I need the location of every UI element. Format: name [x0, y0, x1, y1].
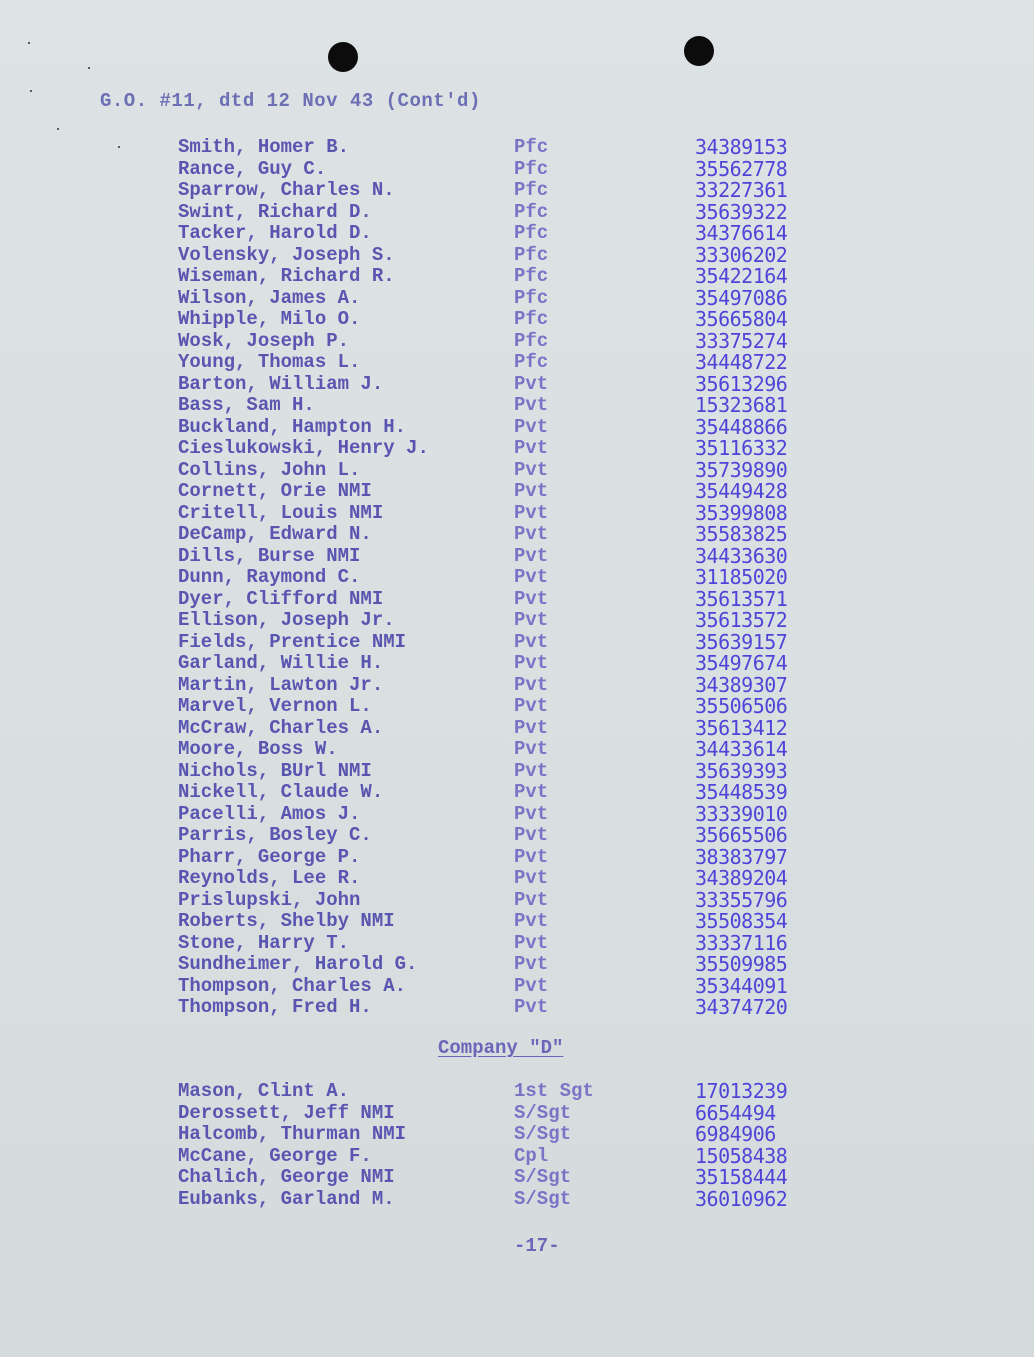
roster-name: Thompson, Fred H.: [178, 996, 372, 1018]
roster-name: Wiseman, Richard R.: [178, 265, 395, 287]
roster-name: Thompson, Charles A.: [178, 974, 407, 997]
roster-rank: Pvt: [514, 458, 549, 481]
roster-rank: Pvt: [514, 673, 549, 696]
roster-name: Martin, Lawton Jr.: [178, 673, 384, 696]
roster-name: Collins, John L.: [178, 458, 361, 481]
roster-rank: Pfc: [514, 308, 549, 330]
roster-serial: 35448539: [695, 780, 788, 804]
roster-serial: 31185020: [695, 565, 788, 589]
roster-name: Prislupski, John: [178, 888, 361, 911]
roster-name: Barton, William J.: [178, 372, 384, 395]
roster-serial: 33306202: [695, 242, 788, 267]
roster-serial: 33337116: [695, 930, 788, 955]
roster-serial: 35508354: [695, 909, 788, 933]
roster-name: Swint, Richard D.: [178, 200, 372, 223]
roster-name: Dyer, Clifford NMI: [178, 587, 384, 610]
roster-serial: 35583825: [695, 522, 788, 546]
roster-rank: S/Sgt: [514, 1123, 572, 1145]
roster-serial: 35344091: [695, 973, 788, 998]
roster-serial: 6984906: [695, 1122, 776, 1146]
roster-serial: 34389153: [695, 135, 788, 159]
roster-rank: Pvt: [514, 781, 549, 803]
roster-serial: 36010962: [695, 1186, 788, 1211]
roster-serial: 33375274: [695, 328, 788, 353]
paper-speck: [88, 67, 90, 69]
roster-name: Derossett, Jeff NMI: [178, 1101, 395, 1124]
roster-rank: Pfc: [514, 157, 549, 180]
roster-name: Halcomb, Thurman NMI: [178, 1123, 407, 1145]
roster-rank: Pfc: [514, 136, 549, 158]
roster-serial: 34433614: [695, 737, 788, 761]
roster-serial: 33339010: [695, 801, 788, 826]
roster-name: Critell, Louis NMI: [178, 501, 384, 524]
roster-serial: 35665506: [695, 823, 788, 847]
roster-serial: 35613571: [695, 586, 788, 611]
roster-rank: Pfc: [514, 265, 549, 287]
roster-rank: Cpl: [514, 1144, 549, 1167]
roster-serial: 35399808: [695, 500, 788, 525]
roster-name: Sundheimer, Harold G.: [178, 953, 418, 975]
roster-rank: Pfc: [514, 286, 549, 309]
roster-name: McCraw, Charles A.: [178, 716, 384, 739]
roster-rank: Pvt: [514, 501, 549, 524]
roster-rank: Pvt: [514, 480, 549, 502]
roster-name: Volensky, Joseph S.: [178, 243, 395, 266]
roster-rank: Pfc: [514, 329, 549, 352]
roster-rank: Pvt: [514, 695, 549, 717]
roster-serial: 35639322: [695, 199, 788, 224]
roster-serial: 15058438: [695, 1143, 788, 1168]
roster-serial: 35497674: [695, 651, 788, 675]
paper-speck: [57, 128, 59, 130]
company-heading: Company "D": [438, 1037, 564, 1059]
roster-rank: Pvt: [514, 566, 549, 588]
roster-rank: Pvt: [514, 910, 549, 932]
roster-serial: 35158444: [695, 1165, 788, 1189]
roster-rank: Pvt: [514, 738, 549, 760]
roster-name: Whipple, Milo O.: [178, 308, 361, 330]
roster-name: Fields, Prentice NMI: [178, 630, 407, 653]
roster-serial: 35613412: [695, 715, 788, 740]
roster-name: Reynolds, Lee R.: [178, 867, 361, 889]
roster-name: Tacker, Harold D.: [178, 222, 372, 244]
roster-name: Pacelli, Amos J.: [178, 802, 361, 825]
roster-serial: 35639157: [695, 629, 788, 654]
roster-rank: Pvt: [514, 394, 549, 416]
roster-serial: 34374720: [695, 995, 788, 1019]
roster-serial: 35613572: [695, 608, 788, 632]
roster-rank: Pvt: [514, 931, 549, 954]
roster-name: Marvel, Vernon L.: [178, 695, 372, 717]
roster-serial: 34376614: [695, 221, 788, 245]
roster-rank: Pfc: [514, 200, 549, 223]
roster-rank: Pvt: [514, 544, 549, 567]
order-header: G.O. #11, dtd 12 Nov 43 (Cont'd): [100, 90, 481, 112]
roster-rank: S/Sgt: [514, 1187, 572, 1210]
roster-serial: 35506506: [695, 694, 788, 718]
punch-hole-left: [328, 42, 358, 72]
punch-hole-right: [684, 36, 714, 66]
roster-name: Moore, Boss W.: [178, 738, 338, 760]
roster-rank: Pvt: [514, 759, 549, 782]
roster-serial: 34389204: [695, 866, 788, 890]
roster-rank: Pfc: [514, 179, 549, 201]
roster-name: Ellison, Joseph Jr.: [178, 609, 395, 631]
roster-rank: Pvt: [514, 652, 549, 674]
roster-rank: Pvt: [514, 587, 549, 610]
roster-name: Parris, Bosley C.: [178, 824, 372, 846]
roster-serial: 15323681: [695, 393, 788, 417]
roster-rank: Pvt: [514, 716, 549, 739]
roster-rank: Pfc: [514, 243, 549, 266]
roster-serial: 34448722: [695, 350, 788, 374]
roster-serial: 35639393: [695, 758, 788, 783]
roster-name: Cornett, Orie NMI: [178, 480, 372, 502]
roster-serial: 35613296: [695, 371, 788, 396]
roster-serial: 35665804: [695, 307, 788, 331]
roster-rank: Pvt: [514, 523, 549, 545]
roster-serial: 35449428: [695, 479, 788, 503]
roster-name: Garland, Willie H.: [178, 652, 384, 674]
paper-speck: [118, 146, 120, 148]
roster-rank: Pvt: [514, 609, 549, 631]
roster-rank: Pvt: [514, 415, 549, 438]
roster-serial: 35739890: [695, 457, 788, 482]
roster-name: DeCamp, Edward N.: [178, 523, 372, 545]
roster-serial: 35497086: [695, 285, 788, 310]
roster-rank: Pvt: [514, 974, 549, 997]
page-number: -17-: [514, 1235, 560, 1257]
roster-name: Dills, Burse NMI: [178, 544, 361, 567]
roster-rank: Pvt: [514, 845, 549, 868]
roster-name: Mason, Clint A.: [178, 1080, 350, 1102]
roster-name: Rance, Guy C.: [178, 157, 327, 180]
roster-name: McCane, George F.: [178, 1144, 372, 1167]
roster-rank: Pvt: [514, 630, 549, 653]
roster-serial: 35562778: [695, 156, 788, 181]
roster-name: Stone, Harry T.: [178, 931, 350, 954]
roster-name: Dunn, Raymond C.: [178, 566, 361, 588]
roster-serial: 38383797: [695, 844, 788, 869]
roster-name: Pharr, George P.: [178, 845, 361, 868]
roster-serial: 35422164: [695, 264, 788, 288]
roster-serial: 35448866: [695, 414, 788, 439]
roster-serial: 33355796: [695, 887, 788, 912]
roster-serial: 34389307: [695, 672, 788, 697]
roster-name: Roberts, Shelby NMI: [178, 910, 395, 932]
roster-name: Wosk, Joseph P.: [178, 329, 350, 352]
roster-serial: 35116332: [695, 436, 788, 460]
roster-name: Nichols, BUrl NMI: [178, 759, 372, 782]
roster-rank: Pfc: [514, 222, 549, 244]
roster-serial: 35509985: [695, 952, 788, 976]
roster-name: Cieslukowski, Henry J.: [178, 437, 429, 459]
roster-rank: Pvt: [514, 953, 549, 975]
roster-name: Eubanks, Garland M.: [178, 1187, 395, 1210]
roster-name: Bass, Sam H.: [178, 394, 315, 416]
roster-serial: 6654494: [695, 1100, 776, 1125]
roster-rank: Pfc: [514, 351, 549, 373]
roster-name: Nickell, Claude W.: [178, 781, 384, 803]
roster-rank: Pvt: [514, 867, 549, 889]
roster-rank: 1st Sgt: [514, 1080, 594, 1102]
roster-rank: Pvt: [514, 824, 549, 846]
roster-name: Young, Thomas L.: [178, 351, 361, 373]
roster-serial: 17013239: [695, 1079, 788, 1103]
roster-serial: 33227361: [695, 178, 788, 202]
roster-name: Chalich, George NMI: [178, 1166, 395, 1188]
roster-name: Buckland, Hampton H.: [178, 415, 407, 438]
roster-rank: S/Sgt: [514, 1166, 572, 1188]
roster-rank: Pvt: [514, 437, 549, 459]
roster-name: Sparrow, Charles N.: [178, 179, 395, 201]
roster-rank: S/Sgt: [514, 1101, 572, 1124]
roster-rank: Pvt: [514, 996, 549, 1018]
paper-speck: [28, 42, 30, 44]
roster-rank: Pvt: [514, 802, 549, 825]
roster-rank: Pvt: [514, 888, 549, 911]
roster-name: Smith, Homer B.: [178, 136, 350, 158]
roster-name: Wilson, James A.: [178, 286, 361, 309]
paper-speck: [30, 90, 32, 92]
roster-rank: Pvt: [514, 372, 549, 395]
roster-serial: 34433630: [695, 543, 788, 568]
